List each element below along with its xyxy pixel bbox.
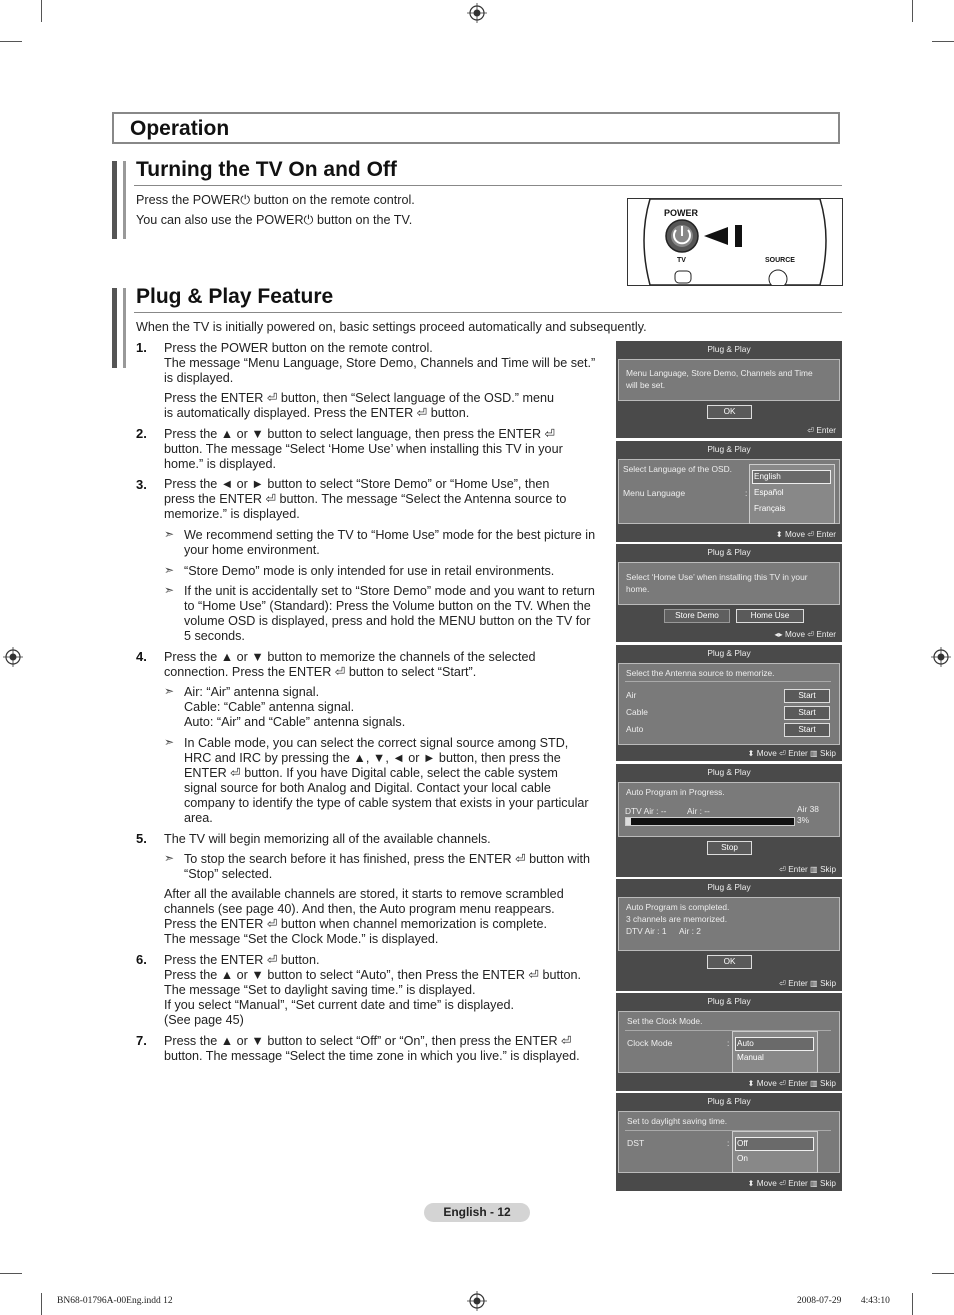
note-line: HRC and IRC by pressing the ▲, ▼, ◄ or ► button, then press the: [184, 751, 561, 765]
osd-message: Set to daylight saving time.: [627, 1116, 728, 1126]
osd-header: Plug & Play: [707, 444, 751, 454]
antenna-option-label: Auto: [626, 724, 644, 734]
crop-mark: [41, 0, 42, 22]
step-line: After all the available channels are stored, it starts to remove scrambled: [164, 887, 564, 901]
osd-option[interactable]: Manual: [737, 1053, 764, 1062]
note-line: your home environment.: [184, 543, 320, 557]
step-line: Press the ENTER ⏎ button, then “Select language of the OSD.” menu: [164, 391, 554, 405]
osd-panel: [616, 1093, 842, 1191]
note-line: “Stop” selected.: [184, 867, 273, 881]
start-air-button[interactable]: Start: [784, 689, 830, 703]
registration-mark-icon: [931, 647, 951, 667]
section-bar: [112, 288, 126, 368]
remote-tv-label: TV: [677, 257, 686, 264]
osd-panel: [616, 764, 842, 877]
step-line: memorize.” is displayed.: [164, 507, 300, 521]
note-line: To stop the search before it has finished, press the ENTER ⏎ button with: [184, 852, 591, 866]
note-line: to “Home Use” (Standard): Press the Volume button on the TV. When the: [184, 599, 591, 613]
osd-message: Auto Program in Progress.: [626, 787, 725, 797]
dtv-air-count: DTV Air : 1: [626, 926, 667, 936]
osd-colon: :: [727, 1038, 730, 1048]
osd-option[interactable]: Español: [754, 488, 784, 497]
osd-message: 3 channels are memorized.: [626, 914, 728, 924]
dtv-air-count: DTV Air : --: [625, 806, 667, 816]
turning-on-line2: You can also use the POWER⏻ button on the TV.: [136, 213, 413, 227]
plug-play-intro: When the TV is initially powered on, basic settings proceed automatically and subsequently.: [136, 320, 647, 334]
osd-colon: :: [727, 1138, 730, 1148]
crop-mark: [41, 1293, 42, 1315]
progress-bar: [625, 817, 795, 826]
step-number: 5.: [136, 831, 147, 846]
step-line: Press the ENTER ⏎ button when channel memorization is complete.: [164, 917, 547, 931]
step-line: button. The message “Select ‘Home Use’ when installing this TV in your: [164, 442, 563, 456]
antenna-option-label: Cable: [626, 707, 648, 717]
note-line: area.: [184, 811, 213, 825]
note-line: “Store Demo” mode is only intended for use in retail environments.: [184, 564, 555, 578]
osd-footer: ⬍ Move ⏎ Enter ▥ Skip: [747, 1179, 836, 1188]
step-line: Press the ENTER ⏎ button.: [164, 953, 320, 967]
step-line: Press the ◄ or ► button to select “Store Demo” or “Home Use”, then: [164, 477, 550, 491]
osd-message: Select Language of the OSD.: [623, 464, 732, 474]
osd-panel: [616, 645, 842, 761]
step-number: 6.: [136, 952, 147, 967]
osd-colon: :: [745, 488, 748, 498]
osd-header: Plug & Play: [707, 882, 751, 892]
step-number: 1.: [136, 340, 147, 355]
step-line: is displayed.: [164, 371, 234, 385]
osd-option[interactable]: English: [754, 472, 781, 481]
osd-message: Auto Program is completed.: [626, 902, 730, 912]
step-line: Press the ▲ or ▼ button to select “Auto”, then Press the ENTER ⏎ button.: [164, 968, 581, 982]
osd-panel: [616, 544, 842, 642]
osd-footer: ⏎ Enter ▥ Skip: [779, 865, 836, 874]
step-line: Press the ▲ or ▼ button to select language, then press the ENTER ⏎: [164, 427, 556, 441]
osd-label: Menu Language: [623, 488, 686, 498]
note-arrow-icon: ➣: [164, 684, 175, 698]
step-line: connection. Press the ENTER ⏎ button to select “Start”.: [164, 665, 477, 679]
note-line: If the unit is accidentally set to “Store Demo” mode and you want to return: [184, 584, 595, 598]
osd-header: Plug & Play: [707, 1096, 751, 1106]
store-demo-button[interactable]: Store Demo: [664, 609, 730, 623]
divider: [134, 185, 842, 186]
osd-message: Menu Language, Store Demo, Channels and Time will be set.: [626, 368, 813, 390]
osd-footer: ◂▸ Move ⏎ Enter: [774, 630, 836, 639]
section-header-box: [112, 112, 840, 144]
step-line: Press the ▲ or ▼ button to select “Off” or “On”, then press the ENTER ⏎: [164, 1034, 572, 1048]
step-line: The message “Menu Language, Store Demo, Channels and Time will be set.”: [164, 356, 596, 370]
scan-percent: 3%: [797, 815, 810, 825]
osd-ok-button[interactable]: OK: [707, 955, 752, 969]
osd-footer: ⬍ Move ⏎ Enter: [775, 530, 836, 539]
step-number: 7.: [136, 1033, 147, 1048]
osd-header: Plug & Play: [707, 996, 751, 1006]
osd-message: Select ‘Home Use’ when installing this TV in your home.: [626, 572, 808, 594]
osd-header: Plug & Play: [707, 547, 751, 557]
osd-header: Plug & Play: [707, 767, 751, 777]
osd-message-box: [618, 782, 840, 837]
start-auto-button[interactable]: Start: [784, 723, 830, 737]
air-count: Air : 2: [679, 926, 701, 936]
step-line: home.” is displayed.: [164, 457, 276, 471]
step-number: 2.: [136, 426, 147, 441]
osd-message-box: [618, 1111, 840, 1173]
osd-message-box: [618, 663, 840, 745]
note-arrow-icon: ➣: [164, 563, 175, 577]
print-slug-left: BN68-01796A-00Eng.indd 12: [57, 1296, 173, 1306]
osd-panel: [616, 341, 842, 438]
osd-footer: ⬍ Move ⏎ Enter ▥ Skip: [747, 749, 836, 758]
step-line: is automatically displayed. Press the ENTER ⏎ button.: [164, 406, 470, 420]
turning-on-title: Turning the TV On and Off: [136, 158, 397, 181]
osd-header: Plug & Play: [707, 344, 751, 354]
osd-panel: [616, 879, 842, 991]
print-slug-right: 2008-07-29 ￿￿ 4:43:10: [797, 1296, 890, 1306]
page-number: English - 12: [424, 1203, 530, 1222]
step-line: The TV will begin memorizing all of the available channels.: [164, 832, 491, 846]
osd-footer: ⬍ Move ⏎ Enter ▥ Skip: [747, 1079, 836, 1088]
note-line: volume OSD is displayed, press and hold the MENU button on the TV for: [184, 614, 591, 628]
osd-option[interactable]: On: [737, 1154, 748, 1163]
note-line: ENTER ⏎ button. If you have Digital cable, select the cable system: [184, 766, 558, 780]
note-arrow-icon: ➣: [164, 735, 175, 749]
note-line: We recommend setting the TV to “Home Use” mode for the best picture in: [184, 528, 596, 542]
divider: [625, 681, 831, 682]
note-arrow-icon: ➣: [164, 583, 175, 597]
air-count: Air : --: [687, 806, 710, 816]
note-line: In Cable mode, you can select the correct signal source among STD,: [184, 736, 569, 750]
step-line: press the ENTER ⏎ button. The message “Select the Antenna source to: [164, 492, 567, 506]
section-bar: [112, 161, 126, 239]
remote-source-label: SOURCE: [765, 257, 795, 264]
osd-label: Clock Mode: [627, 1038, 673, 1048]
step-number: 3.: [136, 477, 147, 492]
osd-option[interactable]: Auto: [737, 1039, 754, 1048]
registration-mark-icon: [467, 3, 487, 23]
note-line: 5 seconds.: [184, 629, 245, 643]
osd-footer: ⏎ Enter ▥ Skip: [779, 979, 836, 988]
remote-illustration: [627, 198, 843, 286]
note-line: Cable: “Cable” antenna signal.: [184, 700, 355, 714]
osd-option[interactable]: Off: [737, 1139, 748, 1148]
plug-play-title: Plug & Play Feature: [136, 285, 334, 308]
step-line: The message “Set to daylight saving time.” is displayed.: [164, 983, 476, 997]
osd-message-box: [618, 1011, 840, 1073]
divider: [134, 312, 842, 313]
osd-panel: [616, 993, 842, 1091]
osd-message-box: [618, 459, 840, 524]
scan-channel: Air 38: [797, 804, 819, 814]
step-line: The message “Set the Clock Mode.” is displayed.: [164, 932, 439, 946]
crop-mark: [912, 0, 913, 22]
note-line: Air: “Air” antenna signal.: [184, 685, 320, 699]
crop-mark: [0, 41, 22, 42]
step-line: Press the POWER button on the remote control.: [164, 341, 433, 355]
start-cable-button[interactable]: Start: [784, 706, 830, 720]
registration-mark-icon: [3, 647, 23, 667]
step-line: If you select “Manual”, “Set current date and time” is displayed.: [164, 998, 514, 1012]
note-line: company to identify the type of cable system that exists in your particular: [184, 796, 589, 810]
osd-message-box: [618, 359, 840, 401]
step-line: Press the ▲ or ▼ button to memorize the channels of the selected: [164, 650, 536, 664]
note-arrow-icon: ➣: [164, 527, 175, 541]
osd-message-box: [618, 562, 840, 605]
note-arrow-icon: ➣: [164, 851, 175, 865]
registration-mark-icon: [467, 1291, 487, 1311]
antenna-option-label: Air: [626, 690, 637, 700]
step-line: (See page 45): [164, 1013, 244, 1027]
step-line: button. The message “Select the time zone in which you live.” is displayed.: [164, 1049, 580, 1063]
crop-mark: [0, 1273, 22, 1274]
crop-mark: [932, 41, 954, 42]
note-line: Auto: “Air” and “Cable” antenna signals.: [184, 715, 406, 729]
osd-message-box: [618, 897, 840, 951]
osd-option[interactable]: Français: [754, 504, 786, 513]
osd-ok-button[interactable]: OK: [707, 405, 752, 419]
osd-label: DST: [627, 1138, 645, 1148]
remote-power-label: POWER: [664, 208, 699, 218]
osd-message: Select the Antenna source to memorize.: [626, 668, 775, 678]
osd-header: Plug & Play: [707, 648, 751, 658]
step-number: 4.: [136, 649, 147, 664]
osd-footer: ⏎ Enter: [807, 426, 836, 435]
step-line: channels (see page 40). And then, the Auto program menu reappears.: [164, 902, 555, 916]
section-title: Operation: [130, 117, 230, 140]
osd-panel: [616, 441, 842, 542]
home-use-button[interactable]: Home Use: [736, 609, 804, 623]
note-line: signal source for both Analog and Digital. Contact your local cable: [184, 781, 551, 795]
crop-mark: [912, 1293, 913, 1315]
turning-on-line1: Press the POWER⏻ button on the remote control.: [136, 193, 415, 207]
osd-message: Set the Clock Mode.: [627, 1016, 703, 1026]
stop-button[interactable]: Stop: [707, 841, 752, 855]
progress-fill: [626, 818, 631, 825]
crop-mark: [932, 1273, 954, 1274]
